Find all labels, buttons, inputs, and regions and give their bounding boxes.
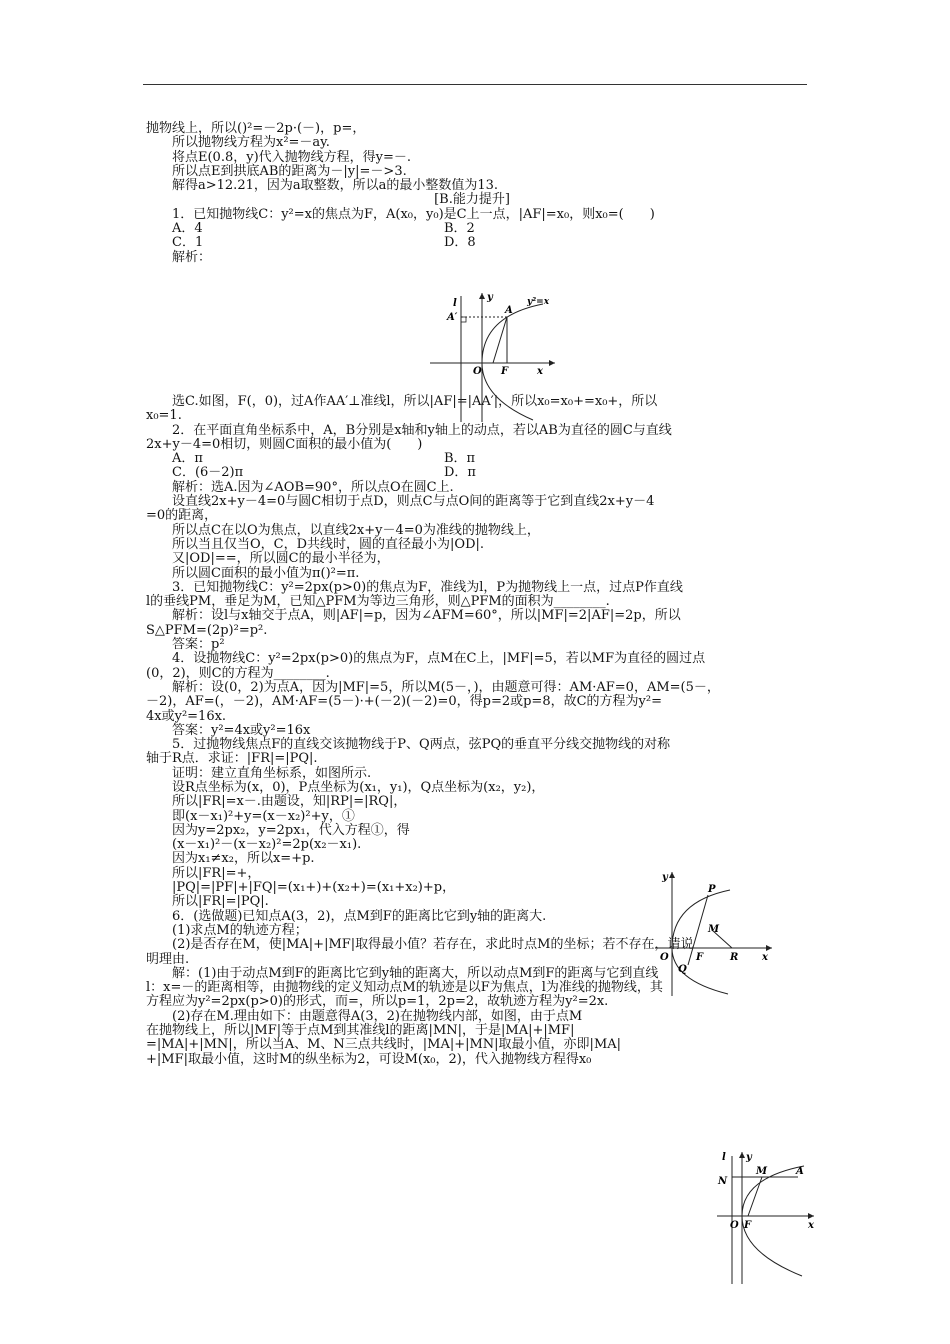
option-a: A．π bbox=[172, 451, 203, 467]
option-c: C．(6－2)π bbox=[172, 465, 244, 481]
text-line: (2)存在M.理由如下：由题意得A(3，2)在抛物线内部，如图，由于点M bbox=[172, 1008, 583, 1024]
text-line: 证明：建立直角坐标系，如图所示. bbox=[172, 765, 372, 781]
text-line: l的垂线PM，垂足为M，已知△PFM为等边三角形，则△PFM的面积为________. bbox=[146, 594, 610, 610]
fig2-label-m: M bbox=[708, 924, 720, 935]
fig1-label-y: y bbox=[487, 292, 493, 303]
text-line: |PQ|=|PF|+|FQ|=(x₁+)+(x₂+)=(x₁+x₂)+p， bbox=[172, 880, 456, 896]
text-line: －2)，AF=(，－2)，AM·AF=(5－)·+(－2)(－2)=0，得p=2或p=8，故C的方程为y²= bbox=[146, 694, 662, 710]
text-line: 设直线2x+y－4=0与圆C相切于点D，则点C与点O间的距离等于它到直线2x+y－4 bbox=[172, 494, 655, 510]
text-line: (1)求点M的轨迹方程； bbox=[172, 922, 308, 938]
text-line: S△PFM=(2p)²=p². bbox=[146, 622, 268, 638]
fig2-label-y: y bbox=[662, 872, 668, 883]
text-line: 解析：设l与x轴交于点A，则|AF|=p，因为∠AFM=60°，所以|MF|=2|AF|=2p，所以 bbox=[172, 608, 681, 624]
text-line: 解析： bbox=[172, 249, 212, 265]
question-1: 1．已知抛物线C：y²=x的焦点为F，A(x₀，y₀)是C上一点，|AF|=x₀，则x₀=( ) bbox=[172, 206, 655, 222]
option-d: D．π bbox=[444, 465, 476, 481]
answer-line: 答案：y²=4x或y²=16x bbox=[172, 722, 311, 738]
question-4: 4．设抛物线C：y²=2px(p>0)的焦点为F，点M在C上，|MF|=5，若以MF为直径的圆过点 bbox=[172, 651, 706, 667]
figure-parabola-1 bbox=[425, 288, 565, 428]
fig2-label-o: O bbox=[660, 952, 669, 963]
text-line: 因为y=2px₂，y=2px₁，代入方程①，得 bbox=[172, 822, 410, 838]
text-line: (x－x₁)²－(x－x₂)²=2p(x₂－x₁). bbox=[172, 837, 362, 853]
text-line: 2x+y－4=0相切，则圆C面积的最小值为( ) bbox=[146, 436, 423, 452]
fig1-label-x: x bbox=[537, 366, 543, 377]
text-line: 所以当且仅当O，C，D共线时，圆的直径最小为|OD|. bbox=[172, 536, 485, 552]
fig3-label-o: O bbox=[730, 1220, 739, 1231]
fig3-label-x: x bbox=[808, 1220, 814, 1231]
fig3-label-f: F bbox=[744, 1220, 752, 1231]
text-line: 4x或y²=16x. bbox=[146, 708, 227, 724]
fig1-label-eq: y²=x bbox=[527, 297, 550, 307]
header-rule bbox=[143, 84, 807, 85]
text-line: 解得a>12.21，因为a取整数，所以a的最小整数值为13. bbox=[172, 178, 499, 194]
options-row bbox=[172, 466, 812, 480]
fig1-label-aprime: A′ bbox=[447, 312, 458, 323]
options-row bbox=[172, 452, 812, 466]
fig3-label-n: N bbox=[718, 1176, 728, 1187]
fig3-label-y: y bbox=[746, 1152, 752, 1163]
text-line: 设R点坐标为(x，0)，P点坐标为(x₁，y₁)，Q点坐标为(x₂，y₂)， bbox=[172, 779, 545, 795]
text-line: 明理由. bbox=[146, 951, 190, 967]
option-c: C．1 bbox=[172, 235, 204, 251]
text-line: 解析：选A.因为∠AOB=90°，所以点O在圆C上. bbox=[172, 479, 454, 495]
figure-parabola-2 bbox=[650, 868, 780, 998]
text-line: =0的距离， bbox=[146, 508, 218, 524]
text-line: 方程应为y²=2px(p>0)的形式，而=，所以p=1，2p=2，故轨迹方程为y²=2x. bbox=[146, 994, 609, 1010]
text-line: 所以点C在以O为焦点，以直线2x+y－4=0为准线的抛物线上， bbox=[172, 522, 540, 538]
fig1-label-f: F bbox=[501, 366, 509, 377]
text-line: 选C.如图，F(，0)，过A作AA′⊥准线l，所以|AF|=|AA′|，所以x₀=x₀+=x₀+，所以 bbox=[172, 393, 658, 409]
text-line: 又|OD|==，所以圆C的最小半径为， bbox=[172, 551, 390, 567]
text-line: (2)是否存在M，使|MA|+|MF|取得最小值？若存在，求此时点M的坐标；若不存在，请说 bbox=[172, 937, 694, 953]
text-line: +|MF|取最小值，这时M的纵坐标为2，可设M(x₀，2)，代入抛物线方程得x₀ bbox=[146, 1051, 592, 1067]
text-line: 所以|FR|=x－.由题设，知|RP|=|RQ|， bbox=[172, 794, 407, 810]
fig3-label-a: A bbox=[796, 1166, 804, 1177]
text-line: (0，2)，则C的方程为________. bbox=[146, 665, 330, 681]
section-heading: [B.能力提升] bbox=[434, 192, 510, 208]
fig1-label-a: A bbox=[505, 305, 513, 316]
option-b: B．π bbox=[444, 451, 476, 467]
fig2-label-p: P bbox=[708, 884, 716, 895]
text-line: 即(x－x₁)²+y=(x－x₂)²+y，① bbox=[172, 808, 355, 824]
text-line: 解析：设(0，2)为点A，因为|MF|=5，所以M(5－，)，由题意可得：AM·AF=0，AM=(5－， bbox=[172, 679, 720, 695]
fig1-label-o: O bbox=[473, 366, 482, 377]
text-line: 所以|FR|=|PQ|. bbox=[172, 894, 269, 910]
question-2: 2．在平面直角坐标系中，A，B分别是x轴和y轴上的动点，若以AB为直径的圆C与直线 bbox=[172, 422, 672, 438]
answer-line: 答案：p² bbox=[172, 637, 225, 653]
question-3: 3．已知抛物线C：y²=2px(p>0)的焦点为F，准线为l，P为抛物线上一点，过点P作直线 bbox=[172, 579, 683, 595]
text-line: 所以点E到拱底AB的距离为－|y|=－>3. bbox=[172, 163, 407, 179]
text-line: 将点E(0.8，y)代入抛物线方程，得y=－. bbox=[172, 149, 412, 165]
fig3-label-m: M bbox=[756, 1166, 768, 1177]
text-line: 所以圆C面积的最小值为π()²=π. bbox=[172, 565, 360, 581]
text-line: 在抛物线上，所以|MF|等于点M到其准线l的距离|MN|，于是|MA|+|MF| bbox=[146, 1023, 575, 1039]
text-line: 轴于R点．求证：|FR|=|PQ|. bbox=[146, 751, 318, 767]
fig1-label-l: l bbox=[453, 298, 457, 309]
text-line: l：x=－的距离相等，由抛物线的定义知动点M的轨迹是以F为焦点，l为准线的抛物线，其 bbox=[146, 980, 663, 996]
text-line: 解：(1)由于动点M到F的距离比它到y轴的距离大，所以动点M到F的距离与它到直线 bbox=[172, 965, 659, 981]
fig3-label-l: l bbox=[722, 1152, 726, 1163]
text-line: 抛物线上，所以()²=－2p·(－)，p=， bbox=[146, 121, 366, 136]
figure-parabola-3 bbox=[712, 1148, 822, 1288]
text-line: 因为x₁≠x₂，所以x=+p. bbox=[172, 851, 315, 867]
fig2-label-f: F bbox=[696, 952, 704, 963]
text-line: x₀=1. bbox=[146, 408, 182, 424]
text-line: 所以抛物线方程为x²=－ay. bbox=[172, 135, 330, 151]
options-row bbox=[172, 222, 812, 236]
fig2-label-x: x bbox=[762, 952, 768, 963]
fig2-label-r: R bbox=[730, 952, 739, 963]
question-5: 5．过抛物线焦点F的直线交该抛物线于P、Q两点，弦PQ的垂直平分线交抛物线的对称 bbox=[172, 737, 671, 753]
option-d: D．8 bbox=[444, 235, 476, 251]
option-a: A．4 bbox=[172, 221, 203, 237]
fig2-label-q: Q bbox=[678, 964, 687, 975]
option-b: B．2 bbox=[444, 221, 475, 237]
text-line: =|MA|+|MN|，所以当A、M、N三点共线时，|MA|+|MN|取最小值，亦即|MA| bbox=[146, 1037, 622, 1053]
text-line: 所以|FR|=+， bbox=[172, 865, 261, 881]
options-row bbox=[172, 236, 812, 250]
question-6: 6．(选做题)已知点A(3，2)，点M到F的距离比它到y轴的距离大. bbox=[172, 908, 547, 924]
